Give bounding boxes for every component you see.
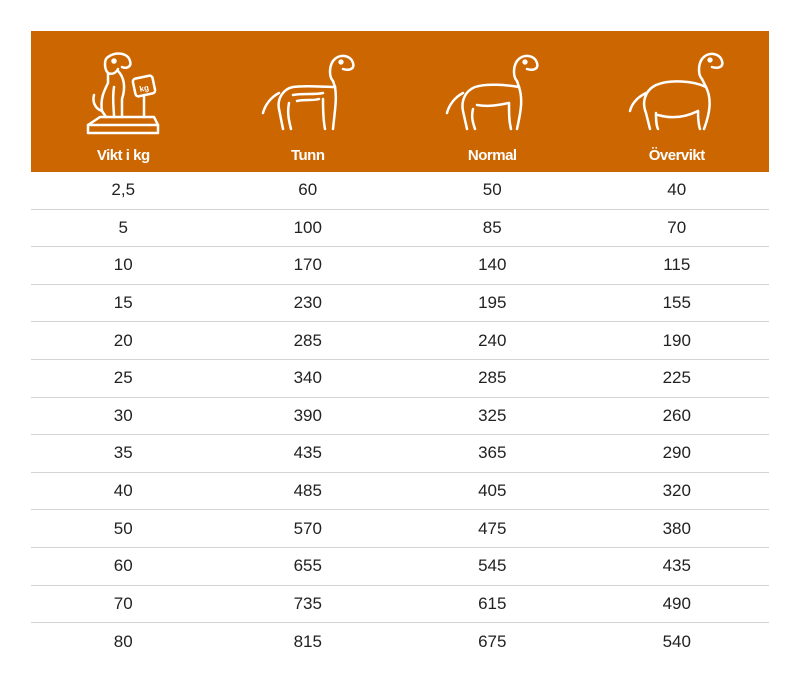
header-label-weight: Vikt i kg bbox=[96, 147, 150, 164]
table-row bbox=[31, 623, 769, 661]
cell-normal: 140 bbox=[478, 255, 507, 275]
cell-overweight: 320 bbox=[662, 481, 691, 501]
header-label-normal: Normal bbox=[467, 147, 517, 164]
table-row bbox=[31, 285, 769, 323]
cell-overweight: 490 bbox=[662, 593, 691, 613]
cell-normal: 615 bbox=[478, 593, 507, 613]
table-row bbox=[31, 360, 769, 398]
cell-overweight: 70 bbox=[667, 217, 687, 237]
header-overweight bbox=[585, 31, 770, 172]
cell-weight: 70 bbox=[113, 593, 133, 613]
cell-thin: 340 bbox=[293, 368, 322, 388]
cell-weight: 25 bbox=[113, 368, 133, 388]
cell-overweight: 290 bbox=[662, 443, 691, 463]
cell-thin: 570 bbox=[293, 518, 322, 538]
cell-weight: 40 bbox=[113, 481, 133, 501]
cell-weight: 35 bbox=[113, 443, 133, 463]
cell-normal: 50 bbox=[482, 180, 502, 200]
cell-normal: 545 bbox=[478, 556, 507, 576]
cell-weight: 10 bbox=[113, 255, 133, 275]
cell-normal: 285 bbox=[478, 368, 507, 388]
table-row bbox=[31, 548, 769, 586]
cell-thin: 170 bbox=[293, 255, 322, 275]
scale-display-text: kg bbox=[138, 83, 150, 94]
cell-weight: 2,5 bbox=[111, 180, 136, 200]
dog-on-scale-icon bbox=[78, 47, 168, 147]
cell-weight: 80 bbox=[113, 631, 133, 651]
cell-normal: 405 bbox=[478, 481, 507, 501]
table-body bbox=[31, 172, 769, 661]
table-row bbox=[31, 586, 769, 624]
cell-normal: 475 bbox=[478, 518, 507, 538]
cell-normal: 240 bbox=[478, 330, 507, 350]
cell-overweight: 155 bbox=[662, 293, 691, 313]
cell-weight: 30 bbox=[113, 405, 133, 425]
cell-normal: 85 bbox=[482, 217, 502, 237]
cell-overweight: 115 bbox=[663, 255, 691, 275]
cell-normal: 195 bbox=[478, 293, 507, 313]
table-row bbox=[31, 510, 769, 548]
cell-overweight: 40 bbox=[667, 180, 687, 200]
table-row bbox=[31, 322, 769, 360]
table-row bbox=[31, 473, 769, 511]
cell-overweight: 260 bbox=[662, 405, 691, 425]
cell-weight: 50 bbox=[113, 518, 133, 538]
header-label-thin: Tunn bbox=[290, 147, 325, 164]
cell-weight: 15 bbox=[113, 293, 133, 313]
cell-normal: 325 bbox=[478, 405, 507, 425]
cell-thin: 390 bbox=[293, 405, 322, 425]
table-row bbox=[31, 210, 769, 248]
cell-overweight: 540 bbox=[662, 631, 691, 651]
normal-dog-icon bbox=[437, 47, 547, 137]
cell-thin: 815 bbox=[293, 631, 322, 651]
cell-weight: 60 bbox=[113, 556, 133, 576]
table-row bbox=[31, 398, 769, 436]
cell-thin: 435 bbox=[293, 443, 322, 463]
cell-thin: 735 bbox=[293, 593, 322, 613]
overweight-dog-icon bbox=[622, 47, 732, 137]
cell-thin: 655 bbox=[293, 556, 322, 576]
cell-normal: 365 bbox=[478, 443, 507, 463]
cell-overweight: 190 bbox=[662, 330, 691, 350]
cell-overweight: 380 bbox=[662, 518, 691, 538]
table-header bbox=[31, 31, 769, 172]
cell-overweight: 225 bbox=[662, 368, 691, 388]
header-normal bbox=[400, 31, 585, 172]
cell-normal: 675 bbox=[478, 631, 507, 651]
cell-weight: 20 bbox=[113, 330, 133, 350]
cell-weight: 5 bbox=[118, 217, 128, 237]
cell-thin: 60 bbox=[298, 180, 318, 200]
header-label-overweight: Övervikt bbox=[648, 147, 705, 164]
table-row bbox=[31, 435, 769, 473]
table-row bbox=[31, 172, 769, 210]
cell-thin: 100 bbox=[293, 217, 322, 237]
thin-dog-icon bbox=[253, 47, 363, 137]
cell-thin: 230 bbox=[293, 293, 322, 313]
header-weight bbox=[31, 31, 216, 172]
table-row bbox=[31, 247, 769, 285]
cell-thin: 485 bbox=[293, 481, 322, 501]
feeding-table bbox=[31, 31, 769, 661]
cell-thin: 285 bbox=[293, 330, 322, 350]
cell-overweight: 435 bbox=[662, 556, 691, 576]
header-thin bbox=[216, 31, 401, 172]
